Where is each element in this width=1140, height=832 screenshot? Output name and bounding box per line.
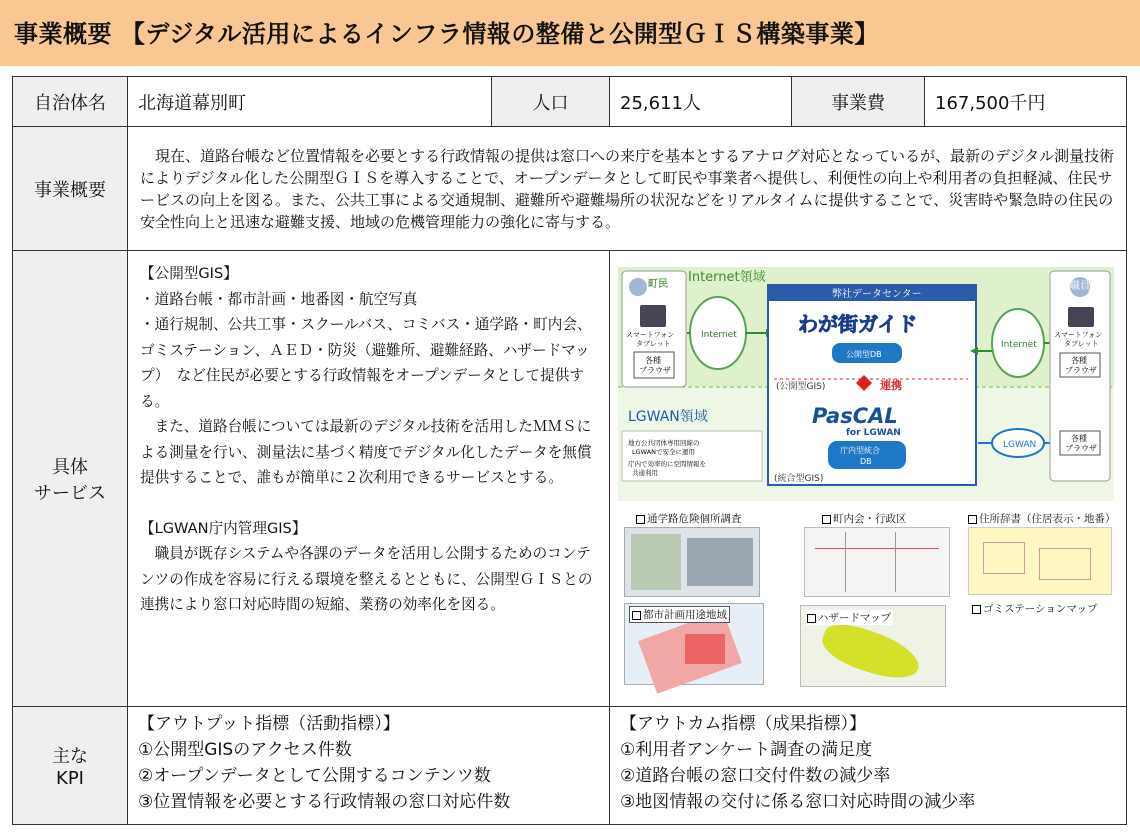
internet-cloud-right-label: Internet	[1001, 340, 1037, 350]
public-gis-item1: ・道路台帳・都市計画・地番図・航空写真	[140, 290, 418, 308]
caption-address-book: 住所辞書（住居表示・地番）	[968, 511, 1116, 526]
outcome-heading: 【アウトカム指標（成果指標）】	[620, 714, 866, 734]
overview-label: 事業概要	[13, 127, 128, 251]
page-title: 事業概要 【デジタル活用によるインフラ情報の整備と公開型ＧＩＳ構築事業】	[14, 20, 879, 48]
browser-right-top-line1: 各種	[1071, 356, 1087, 365]
link-label: 連携	[880, 379, 902, 392]
neighborhood-thumbnail	[804, 527, 950, 597]
services-label-line1: 具体	[52, 456, 88, 478]
kpi-label-line1: 主な	[52, 746, 88, 767]
browser-right-top-line2: ブラウザ	[1065, 366, 1097, 375]
lgwan-note2-line2: 共通利用	[632, 469, 658, 477]
townspeople-label: 町民	[648, 279, 668, 290]
townspeople-icon	[629, 278, 647, 296]
lgwan-heading: 【LGWAN庁内管理GIS】	[140, 519, 307, 537]
datacenter-label: 弊社データセンター	[832, 289, 922, 300]
project-table	[12, 76, 1127, 825]
outcome-item-1: ①利用者アンケート調査の満足度	[620, 740, 873, 760]
overview-text: 現在、道路台帳など位置情報を必要とする行政情報の提供は窓口への来庁を基本とするアナログ対応となっているが、最新のデジタル測量技術によりデジタル化した公開型ＧＩＳを導入することで、オープンデータとして町民や事業者へ提供し、利便性の向上や利用者の負担軽減、住民サービスの向上を図る。また、公共工事による交通規制、避難所や避難場所の状況などをリアルタイムに提供することで、災害時や緊急時の住民の安全性向上と迅速な避難支援、地域の危機管理能力の強化に寄与する。	[140, 146, 1115, 231]
outcome-kpi-cell	[610, 707, 1127, 825]
output-item-1: ①公開型GISのアクセス件数	[138, 740, 352, 760]
lgwan-paragraph: 職員が既存システムや各課のデータを活用し公開するためのコンテンツの作成を容易に行える環境を整えるとともに、公開型ＧＩＳとの連携により窓口対応時間の短縮、業務の効率化を図る。	[140, 545, 593, 613]
device-left-line1: スマートフォン	[626, 331, 675, 339]
product2-logo: PasCAL	[812, 404, 898, 428]
internet-cloud-left-label: Internet	[701, 330, 737, 340]
device-right-line1: スマートフォン	[1054, 331, 1103, 339]
public-db-label: 公開型DB	[846, 350, 882, 359]
cost-label: 事業費	[792, 77, 925, 127]
kpi-label-line2: KPI	[56, 768, 84, 789]
public-gis-paragraph: また、道路台帳については最新のデジタル技術を活用したＭＭＳによる測量を行い、測量法に基づく精度でデジタル化したデータを無償提供することで、誰もが簡単に２次利用できるサービスとする。	[140, 418, 592, 486]
services-row	[13, 251, 1127, 707]
output-heading: 【アウトプット指標（活動指標）】	[138, 714, 400, 734]
lgwan-area-label: LGWAN領域	[628, 409, 708, 425]
kpi-row	[13, 707, 1127, 825]
integrated-gis-tag: (統合型GIS)	[774, 474, 824, 484]
hazard-map-thumbnail	[800, 605, 946, 687]
address-book-thumbnail	[968, 527, 1112, 595]
device-left-line2: タブレット	[636, 340, 671, 348]
caption-hazard-map: ハザードマップ	[805, 610, 893, 625]
municipality-value: 北海道幕別町	[128, 77, 492, 127]
output-item-3: ③位置情報を必要とする行政情報の窓口対応件数	[138, 792, 511, 812]
municipality-label: 自治体名	[13, 77, 128, 127]
outcome-item-2: ②道路台帳の窓口交付件数の減少率	[620, 766, 891, 786]
public-gis-tag: (公開型GIS)	[776, 382, 826, 392]
overview-cell	[128, 127, 1127, 251]
integrated-db-line2: DB	[860, 457, 872, 466]
device-right-line2: タブレット	[1064, 340, 1099, 348]
caption-city-planning: 都市計画用途地域	[629, 606, 730, 623]
public-gis-item2: ・通行規制、公共工事・スクールバス、コミバス・通学路・町内会、ゴミステーション、ＡＥＤ・防災（避難所、避難経路、ハザードマップ） など住民が必要とする行政情報をオープンデータとして提供する。	[140, 316, 592, 410]
tablet-icon-right	[1068, 307, 1094, 327]
output-kpi-cell	[128, 707, 610, 825]
caption-garbage-station: ゴミステーションマップ	[972, 601, 1097, 616]
lgwan-note1-line2: LGWANで安全に運用	[632, 448, 696, 456]
services-image-cell	[610, 251, 1127, 707]
staff-label: 職員	[1070, 281, 1090, 292]
product2-sub: for LGWAN	[846, 428, 901, 438]
kpi-label	[13, 707, 128, 825]
cost-value: 167,500千円	[925, 77, 1127, 127]
city-planning-thumbnail	[624, 603, 764, 685]
browser-left-line1: 各種	[645, 356, 661, 365]
browser-right-bottom-line1: 各種	[1071, 434, 1087, 443]
lgwan-note2-line1: 庁内で効率的に空間情報を	[628, 460, 706, 468]
school-route-thumbnail	[624, 527, 760, 597]
population-value: 25,611人	[610, 77, 792, 127]
lgwan-note1-line1: 地方公共団体専用回線の	[628, 439, 700, 447]
caption-neighborhood: 町内会・行政区	[822, 511, 907, 526]
population-label: 人口	[492, 77, 610, 127]
services-label-line2: サービス	[34, 482, 106, 504]
browser-left-line2: ブラウザ	[639, 366, 671, 375]
outcome-item-3: ③地図情報の交付に係る窓口対応時間の減少率	[620, 792, 976, 812]
product1-logo: わが街ガイド	[798, 312, 918, 336]
internet-area-label: Internet領域	[688, 270, 766, 285]
title-band	[0, 0, 1140, 66]
output-item-2: ②オープンデータとして公開するコンテンツ数	[138, 766, 491, 786]
lgwan-cloud-label: LGWAN	[1003, 440, 1037, 450]
overview-row	[13, 127, 1127, 251]
caption-school-route: 通学路危険個所調査	[636, 511, 742, 526]
tablet-icon-left	[640, 305, 666, 327]
services-label	[13, 251, 128, 707]
browser-right-bottom-line2: ブラウザ	[1065, 444, 1097, 453]
integrated-db-line1: 庁内型統合	[840, 446, 880, 455]
public-gis-heading: 【公開型GIS】	[140, 265, 238, 282]
info-row	[13, 77, 1127, 127]
system-diagram	[618, 267, 1114, 501]
services-text-cell	[128, 251, 610, 707]
